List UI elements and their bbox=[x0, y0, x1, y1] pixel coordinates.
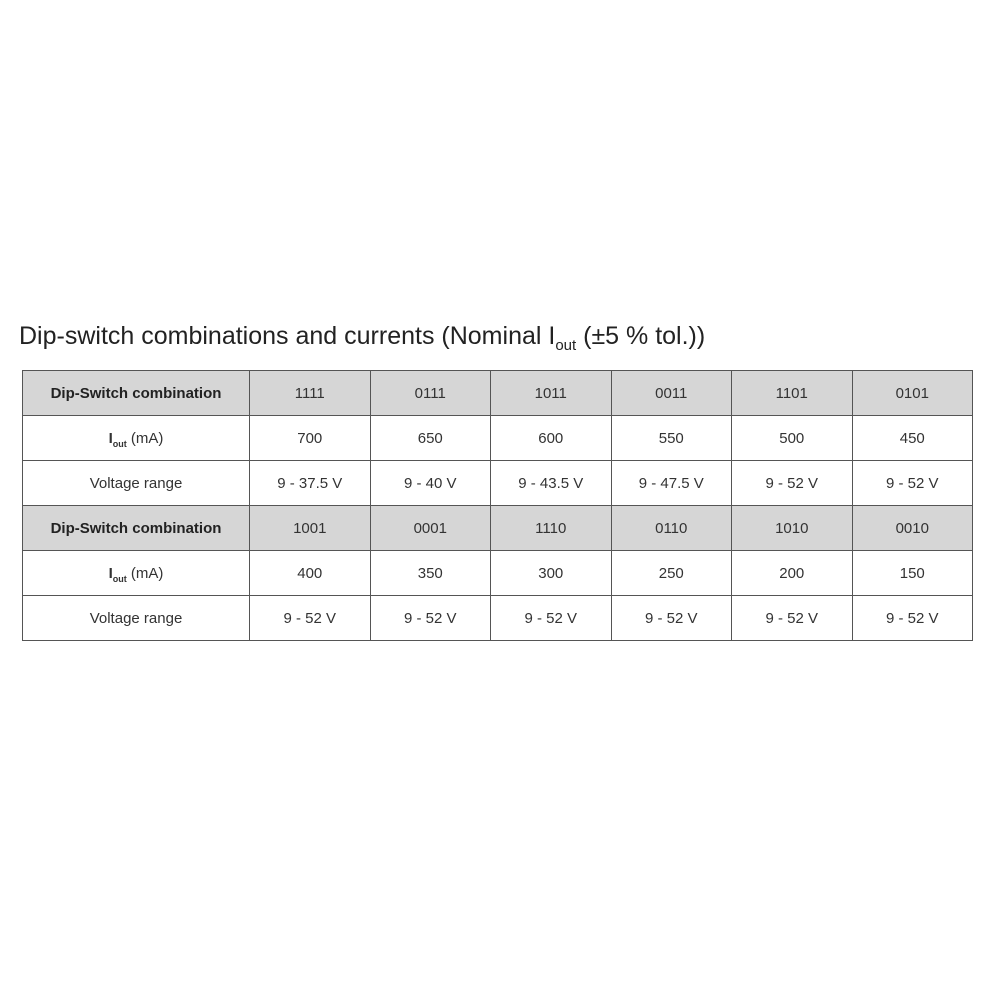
title-suffix: (±5 % tol.)) bbox=[576, 322, 706, 350]
title-subscript: out bbox=[555, 337, 577, 354]
dip-switch-code-cell: 0101 bbox=[852, 371, 973, 416]
current-value-cell: 400 bbox=[250, 551, 371, 596]
row-label-dip-switch: Dip-Switch combination bbox=[23, 371, 250, 416]
dip-switch-code-cell: 1010 bbox=[732, 506, 853, 551]
voltage-range-cell: 9 - 52 V bbox=[611, 596, 732, 641]
voltage-range-cell: 9 - 37.5 V bbox=[250, 461, 371, 506]
row-label-iout bbox=[23, 551, 250, 596]
dip-switch-code-cell: 0111 bbox=[370, 371, 491, 416]
title-text: Dip-switch combinations and currents (Nominal I bbox=[19, 322, 556, 350]
current-value-cell: 250 bbox=[611, 551, 732, 596]
dip-switch-code-cell: 1001 bbox=[250, 506, 371, 551]
voltage-range-cell: 9 - 52 V bbox=[250, 596, 371, 641]
voltage-range-cell: 9 - 52 V bbox=[852, 461, 973, 506]
iout-subscript: out bbox=[112, 573, 127, 584]
voltage-range-cell: 9 - 43.5 V bbox=[491, 461, 612, 506]
current-value-cell: 550 bbox=[611, 416, 732, 461]
voltage-range-cell: 9 - 40 V bbox=[370, 461, 491, 506]
iout-symbol: I bbox=[108, 564, 113, 582]
current-value-cell: 200 bbox=[732, 551, 853, 596]
dip-switch-table bbox=[22, 370, 973, 641]
iout-unit: (mA) bbox=[126, 429, 164, 447]
current-value-cell: 650 bbox=[370, 416, 491, 461]
table-row bbox=[23, 416, 973, 461]
current-value-cell: 350 bbox=[370, 551, 491, 596]
iout-symbol: I bbox=[108, 429, 113, 447]
row-label-dip-switch: Dip-Switch combination bbox=[23, 506, 250, 551]
dip-switch-code-cell: 0011 bbox=[611, 371, 732, 416]
current-value-cell: 150 bbox=[852, 551, 973, 596]
voltage-range-cell: 9 - 52 V bbox=[852, 596, 973, 641]
iout-subscript: out bbox=[112, 438, 127, 449]
dip-switch-code-cell: 0110 bbox=[611, 506, 732, 551]
page-title bbox=[19, 322, 706, 354]
table-body bbox=[23, 371, 973, 641]
table-row bbox=[23, 551, 973, 596]
voltage-range-cell: 9 - 52 V bbox=[732, 461, 853, 506]
table-row bbox=[23, 596, 973, 641]
row-label-iout bbox=[23, 416, 250, 461]
table-row bbox=[23, 461, 973, 506]
voltage-range-cell: 9 - 52 V bbox=[491, 596, 612, 641]
dip-switch-code-cell: 0010 bbox=[852, 506, 973, 551]
dip-switch-code-cell: 1110 bbox=[491, 506, 612, 551]
current-value-cell: 500 bbox=[732, 416, 853, 461]
dip-switch-code-cell: 0001 bbox=[370, 506, 491, 551]
iout-unit: (mA) bbox=[126, 564, 164, 582]
row-label-voltage: Voltage range bbox=[23, 461, 250, 506]
row-label-voltage: Voltage range bbox=[23, 596, 250, 641]
dip-switch-code-cell: 1101 bbox=[732, 371, 853, 416]
current-value-cell: 450 bbox=[852, 416, 973, 461]
dip-switch-code-cell: 1011 bbox=[491, 371, 612, 416]
voltage-range-cell: 9 - 47.5 V bbox=[611, 461, 732, 506]
table-row bbox=[23, 371, 973, 416]
voltage-range-cell: 9 - 52 V bbox=[732, 596, 853, 641]
current-value-cell: 700 bbox=[250, 416, 371, 461]
current-value-cell: 600 bbox=[491, 416, 612, 461]
dip-switch-code-cell: 1111 bbox=[250, 371, 371, 416]
voltage-range-cell: 9 - 52 V bbox=[370, 596, 491, 641]
table-row bbox=[23, 506, 973, 551]
current-value-cell: 300 bbox=[491, 551, 612, 596]
